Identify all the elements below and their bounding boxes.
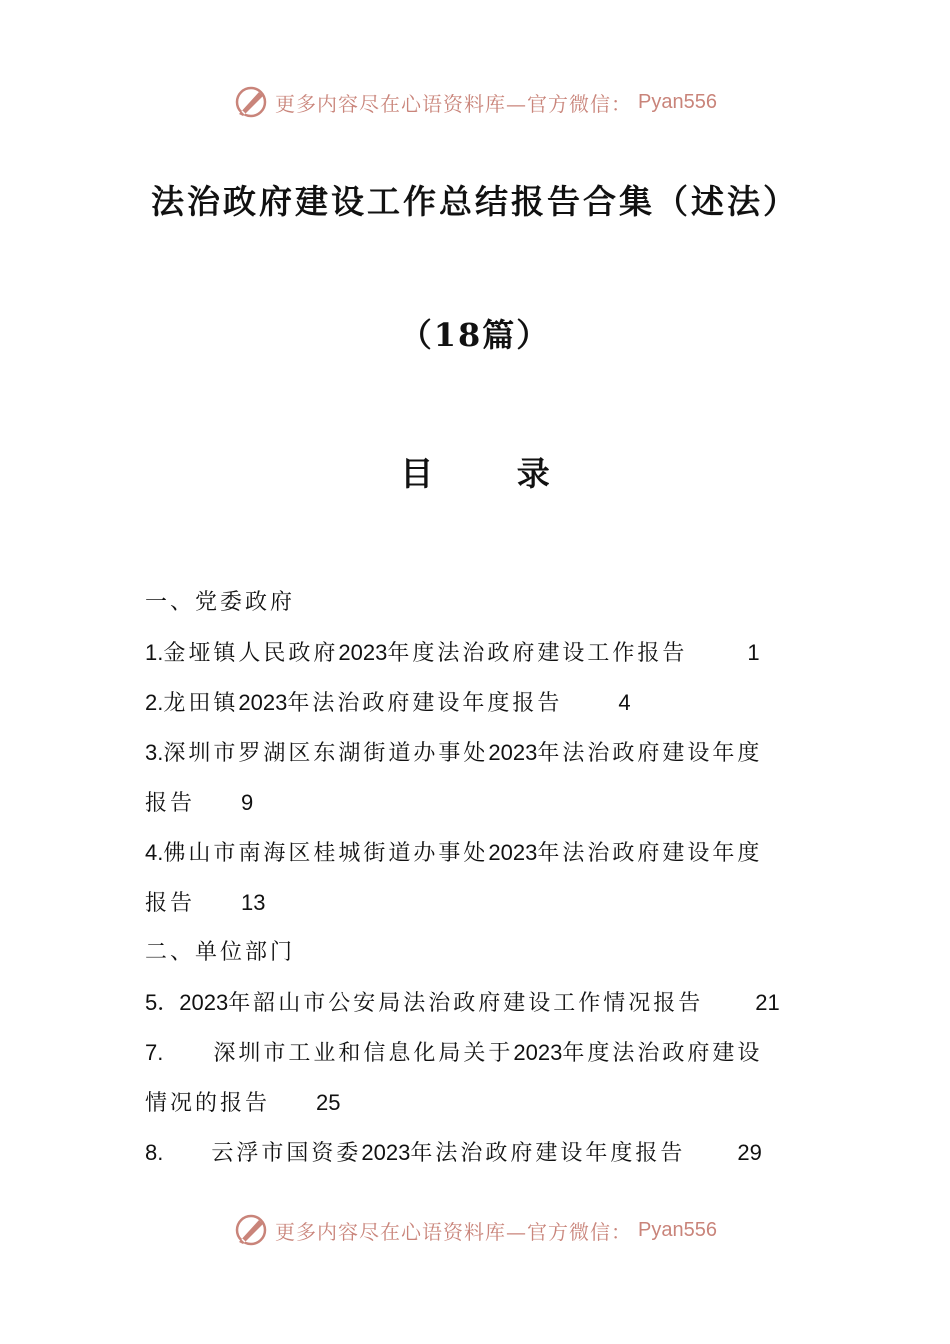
toc-item-text: 年法治政府建设年度	[537, 741, 763, 766]
toc-item-number: 3.	[145, 740, 164, 765]
toc-item-text: 年法治政府建设年度报告	[287, 691, 563, 716]
watermark-text: 更多内容尽在心语资料库—官方微信：	[275, 1219, 633, 1244]
pen-logo-icon	[233, 1212, 269, 1248]
toc-page-number: 25	[316, 1090, 341, 1115]
toc-item-3-continued[interactable]	[145, 778, 810, 828]
toc-item-3[interactable]	[145, 728, 810, 778]
toc-item-year: 2023	[238, 690, 288, 715]
toc-item-number: 4.	[145, 840, 164, 865]
toc-item-text: 年度法治政府建设工作报告	[387, 641, 688, 666]
document-title: 法治政府建设工作总结报告合集（述法）	[151, 182, 799, 221]
toc-item-text: 深圳市工业和信息化局关于	[213, 1041, 514, 1066]
toc-item-year: 2023	[488, 840, 538, 865]
toc-section-departments: 二、单位部门	[145, 940, 296, 965]
watermark-footer	[0, 1212, 950, 1248]
toc-item-number: 2.	[145, 690, 164, 715]
toc-item-text: 年法治政府建设年度报告	[410, 1141, 686, 1166]
toc-section-party-government: 一、党委政府	[145, 590, 296, 615]
toc-item-text: 云浮市国资委	[211, 1141, 362, 1166]
toc-item-text: 深圳市罗湖区东湖街道办事处	[163, 741, 489, 766]
toc-item-text: 金垭镇人民政府	[163, 641, 339, 666]
toc-page-number: 1	[747, 640, 760, 665]
watermark-wechat-id: Pyan556	[638, 1218, 717, 1241]
watermark-text: 更多内容尽在心语资料库—官方微信：	[275, 91, 633, 116]
table-of-contents	[145, 578, 810, 1178]
toc-item-text: 佛山市南海区桂城街道办事处	[163, 841, 489, 866]
toc-page-number: 13	[241, 890, 266, 915]
toc-item-year: 2023	[179, 990, 229, 1015]
toc-item-year: 2023	[488, 740, 538, 765]
document-subtitle: （18篇）	[399, 316, 551, 354]
toc-item-year: 2023	[338, 640, 388, 665]
toc-item-text: 龙田镇	[163, 691, 239, 716]
toc-page-number: 4	[618, 690, 631, 715]
toc-item-number: 7.	[145, 1040, 164, 1065]
toc-item-text: 报告	[145, 791, 196, 816]
toc-item-text: 年度法治政府建设	[562, 1041, 763, 1066]
toc-item-4-continued[interactable]	[145, 878, 810, 928]
toc-item-text: 报告	[145, 891, 196, 916]
toc-item-text: 年韶山市公安局法治政府建设工作情况报告	[228, 991, 704, 1016]
toc-item-year: 2023	[513, 1040, 563, 1065]
toc-item-text: 情况的报告	[145, 1091, 271, 1116]
toc-item-2[interactable]	[145, 678, 810, 728]
toc-item-7[interactable]	[145, 1028, 810, 1078]
toc-item-number: 8.	[145, 1140, 164, 1165]
watermark-header	[0, 84, 950, 120]
toc-item-1[interactable]	[145, 628, 810, 678]
toc-page-number: 21	[755, 990, 780, 1015]
toc-item-7-continued[interactable]	[145, 1078, 810, 1128]
toc-item-8[interactable]	[145, 1128, 810, 1178]
toc-item-year: 2023	[361, 1140, 411, 1165]
toc-item-5[interactable]	[145, 978, 810, 1028]
toc-item-number: 5．	[145, 990, 180, 1015]
toc-page-number: 29	[737, 1140, 762, 1165]
watermark-wechat-id: Pyan556	[638, 90, 717, 113]
pen-logo-icon	[233, 84, 269, 120]
toc-heading: 目 录	[400, 454, 586, 493]
toc-item-4[interactable]	[145, 828, 810, 878]
toc-item-number: 1.	[145, 640, 164, 665]
toc-page-number: 9	[241, 790, 254, 815]
toc-item-text: 年法治政府建设年度	[537, 841, 763, 866]
